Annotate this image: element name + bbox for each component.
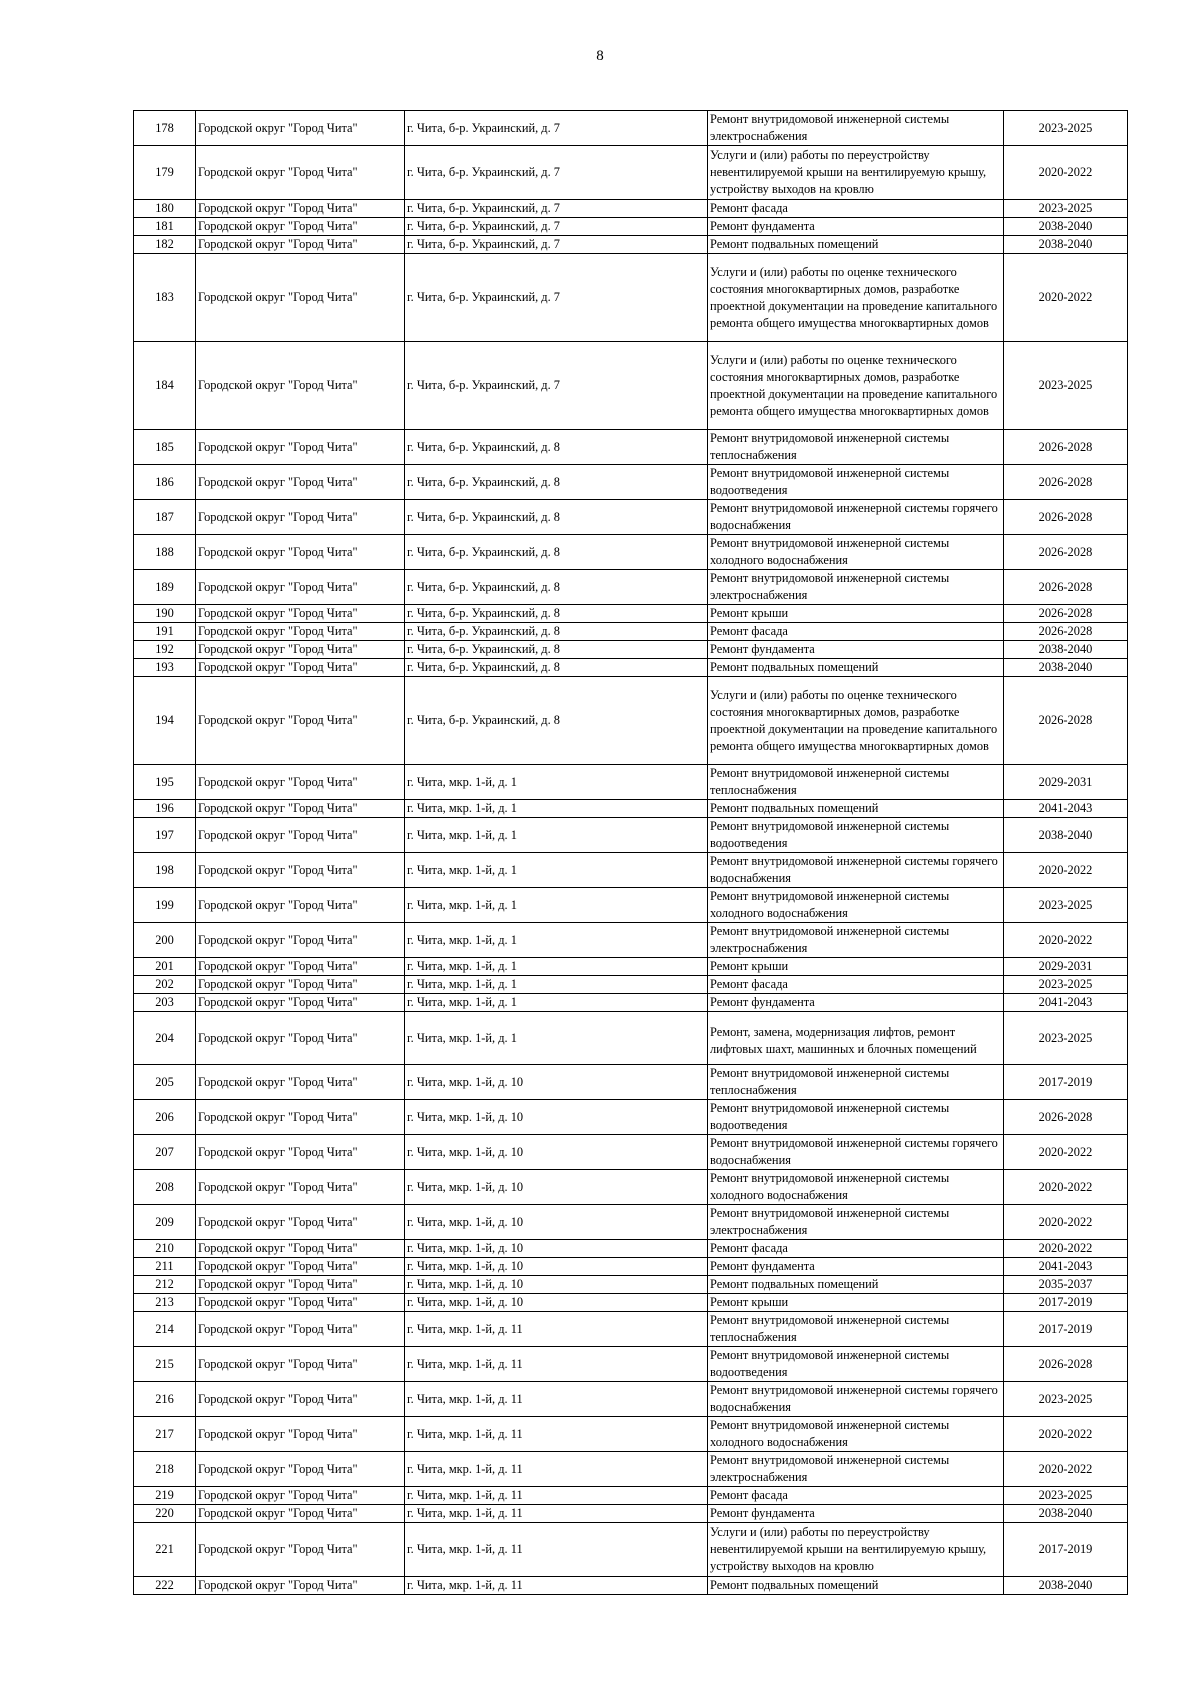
address-cell: г. Чита, мкр. 1-й, д. 10 <box>405 1276 708 1294</box>
municipality-cell: Городской округ "Город Чита" <box>196 1205 405 1240</box>
period-cell: 2029-2031 <box>1004 765 1128 800</box>
work-type-cell: Ремонт внутридомовой инженерной системы водоотведения <box>708 1100 1004 1135</box>
row-number: 198 <box>134 853 196 888</box>
address-cell: г. Чита, б-р. Украинский, д. 7 <box>405 111 708 146</box>
period-cell: 2023-2025 <box>1004 1012 1128 1065</box>
municipality-cell: Городской округ "Город Чита" <box>196 1382 405 1417</box>
period-cell: 2020-2022 <box>1004 146 1128 200</box>
address-cell: г. Чита, мкр. 1-й, д. 10 <box>405 1170 708 1205</box>
address-cell: г. Чита, б-р. Украинский, д. 7 <box>405 342 708 430</box>
row-number: 196 <box>134 800 196 818</box>
row-number: 182 <box>134 236 196 254</box>
row-number: 214 <box>134 1312 196 1347</box>
work-type-cell: Ремонт внутридомовой инженерной системы горячего водоснабжения <box>708 1382 1004 1417</box>
row-number: 212 <box>134 1276 196 1294</box>
address-cell: г. Чита, б-р. Украинский, д. 8 <box>405 465 708 500</box>
period-cell: 2020-2022 <box>1004 1170 1128 1205</box>
period-cell: 2023-2025 <box>1004 976 1128 994</box>
period-cell: 2026-2028 <box>1004 1347 1128 1382</box>
address-cell: г. Чита, б-р. Украинский, д. 8 <box>405 623 708 641</box>
address-cell: г. Чита, б-р. Украинский, д. 7 <box>405 236 708 254</box>
table-row <box>134 800 1128 818</box>
work-type-cell: Ремонт внутридомовой инженерной системы теплоснабжения <box>708 1312 1004 1347</box>
municipality-cell: Городской округ "Город Чита" <box>196 1135 405 1170</box>
address-cell: г. Чита, б-р. Украинский, д. 8 <box>405 570 708 605</box>
row-number: 201 <box>134 958 196 976</box>
period-cell: 2017-2019 <box>1004 1523 1128 1577</box>
municipality-cell: Городской округ "Город Чита" <box>196 500 405 535</box>
period-cell: 2026-2028 <box>1004 623 1128 641</box>
table-row <box>134 200 1128 218</box>
table-row <box>134 465 1128 500</box>
work-type-cell: Услуги и (или) работы по оценке технического состояния многоквартирных домов, разработке проектной документации на проведение капитального ремонта общего имущества многоквартирных домов <box>708 342 1004 430</box>
municipality-cell: Городской округ "Город Чита" <box>196 1417 405 1452</box>
municipality-cell: Городской округ "Город Чита" <box>196 218 405 236</box>
row-number: 221 <box>134 1523 196 1577</box>
address-cell: г. Чита, мкр. 1-й, д. 1 <box>405 888 708 923</box>
municipality-cell: Городской округ "Город Чита" <box>196 1170 405 1205</box>
municipality-cell: Городской округ "Город Чита" <box>196 1487 405 1505</box>
municipality-cell: Городской округ "Город Чита" <box>196 1240 405 1258</box>
table-row <box>134 1100 1128 1135</box>
table-row <box>134 146 1128 200</box>
row-number: 211 <box>134 1258 196 1276</box>
work-type-cell: Ремонт крыши <box>708 1294 1004 1312</box>
work-type-cell: Ремонт внутридомовой инженерной системы горячего водоснабжения <box>708 1135 1004 1170</box>
table-row <box>134 1417 1128 1452</box>
municipality-cell: Городской округ "Город Чита" <box>196 342 405 430</box>
municipality-cell: Городской округ "Город Чита" <box>196 1505 405 1523</box>
row-number: 188 <box>134 535 196 570</box>
row-number: 186 <box>134 465 196 500</box>
table-row <box>134 1487 1128 1505</box>
repair-schedule-table <box>133 110 1128 1595</box>
table-row <box>134 958 1128 976</box>
row-number: 206 <box>134 1100 196 1135</box>
table-row <box>134 1135 1128 1170</box>
row-number: 194 <box>134 677 196 765</box>
address-cell: г. Чита, мкр. 1-й, д. 1 <box>405 818 708 853</box>
table-row <box>134 500 1128 535</box>
row-number: 191 <box>134 623 196 641</box>
work-type-cell: Ремонт фасада <box>708 623 1004 641</box>
row-number: 217 <box>134 1417 196 1452</box>
period-cell: 2020-2022 <box>1004 1417 1128 1452</box>
municipality-cell: Городской округ "Город Чита" <box>196 1523 405 1577</box>
work-type-cell: Ремонт внутридомовой инженерной системы электроснабжения <box>708 923 1004 958</box>
row-number: 202 <box>134 976 196 994</box>
municipality-cell: Городской округ "Город Чита" <box>196 570 405 605</box>
period-cell: 2020-2022 <box>1004 853 1128 888</box>
period-cell: 2026-2028 <box>1004 677 1128 765</box>
municipality-cell: Городской округ "Город Чита" <box>196 818 405 853</box>
address-cell: г. Чита, мкр. 1-й, д. 11 <box>405 1523 708 1577</box>
period-cell: 2038-2040 <box>1004 659 1128 677</box>
address-cell: г. Чита, б-р. Украинский, д. 8 <box>405 535 708 570</box>
period-cell: 2029-2031 <box>1004 958 1128 976</box>
municipality-cell: Городской округ "Город Чита" <box>196 430 405 465</box>
table-row <box>134 994 1128 1012</box>
table-row <box>134 1170 1128 1205</box>
row-number: 205 <box>134 1065 196 1100</box>
row-number: 200 <box>134 923 196 958</box>
work-type-cell: Ремонт внутридомовой инженерной системы электроснабжения <box>708 111 1004 146</box>
work-type-cell: Услуги и (или) работы по переустройству невентилируемой крыши на вентилируемую крышу, устройству выходов на кровлю <box>708 146 1004 200</box>
table-row <box>134 623 1128 641</box>
work-type-cell: Ремонт внутридомовой инженерной системы электроснабжения <box>708 570 1004 605</box>
period-cell: 2020-2022 <box>1004 1135 1128 1170</box>
row-number: 204 <box>134 1012 196 1065</box>
work-type-cell: Ремонт фундамента <box>708 218 1004 236</box>
address-cell: г. Чита, б-р. Украинский, д. 8 <box>405 430 708 465</box>
work-type-cell: Ремонт внутридомовой инженерной системы теплоснабжения <box>708 430 1004 465</box>
address-cell: г. Чита, мкр. 1-й, д. 11 <box>405 1505 708 1523</box>
municipality-cell: Городской округ "Город Чита" <box>196 1276 405 1294</box>
work-type-cell: Ремонт крыши <box>708 958 1004 976</box>
period-cell: 2020-2022 <box>1004 1205 1128 1240</box>
work-type-cell: Ремонт внутридомовой инженерной системы холодного водоснабжения <box>708 888 1004 923</box>
table-row <box>134 1382 1128 1417</box>
address-cell: г. Чита, мкр. 1-й, д. 11 <box>405 1577 708 1595</box>
period-cell: 2023-2025 <box>1004 111 1128 146</box>
row-number: 219 <box>134 1487 196 1505</box>
period-cell: 2017-2019 <box>1004 1294 1128 1312</box>
table-row <box>134 923 1128 958</box>
municipality-cell: Городской округ "Город Чита" <box>196 923 405 958</box>
municipality-cell: Городской округ "Город Чита" <box>196 641 405 659</box>
table-row <box>134 1012 1128 1065</box>
period-cell: 2017-2019 <box>1004 1065 1128 1100</box>
address-cell: г. Чита, мкр. 1-й, д. 10 <box>405 1100 708 1135</box>
municipality-cell: Городской округ "Город Чита" <box>196 146 405 200</box>
table-row <box>134 641 1128 659</box>
table-row <box>134 254 1128 342</box>
period-cell: 2038-2040 <box>1004 236 1128 254</box>
table-row <box>134 570 1128 605</box>
period-cell: 2038-2040 <box>1004 1577 1128 1595</box>
period-cell: 2026-2028 <box>1004 535 1128 570</box>
row-number: 220 <box>134 1505 196 1523</box>
work-type-cell: Ремонт подвальных помещений <box>708 659 1004 677</box>
period-cell: 2026-2028 <box>1004 1100 1128 1135</box>
row-number: 210 <box>134 1240 196 1258</box>
address-cell: г. Чита, мкр. 1-й, д. 10 <box>405 1294 708 1312</box>
address-cell: г. Чита, мкр. 1-й, д. 1 <box>405 976 708 994</box>
address-cell: г. Чита, мкр. 1-й, д. 11 <box>405 1452 708 1487</box>
address-cell: г. Чита, б-р. Украинский, д. 7 <box>405 146 708 200</box>
table-row <box>134 1294 1128 1312</box>
row-number: 208 <box>134 1170 196 1205</box>
row-number: 197 <box>134 818 196 853</box>
row-number: 209 <box>134 1205 196 1240</box>
municipality-cell: Городской округ "Город Чита" <box>196 254 405 342</box>
row-number: 189 <box>134 570 196 605</box>
municipality-cell: Городской округ "Город Чита" <box>196 200 405 218</box>
table-row <box>134 1347 1128 1382</box>
work-type-cell: Ремонт фасада <box>708 976 1004 994</box>
period-cell: 2041-2043 <box>1004 994 1128 1012</box>
address-cell: г. Чита, мкр. 1-й, д. 10 <box>405 1065 708 1100</box>
period-cell: 2023-2025 <box>1004 1382 1128 1417</box>
table-row <box>134 1577 1128 1595</box>
period-cell: 2026-2028 <box>1004 430 1128 465</box>
municipality-cell: Городской округ "Город Чита" <box>196 1065 405 1100</box>
work-type-cell: Ремонт фундамента <box>708 1258 1004 1276</box>
table-row <box>134 818 1128 853</box>
address-cell: г. Чита, мкр. 1-й, д. 1 <box>405 994 708 1012</box>
work-type-cell: Ремонт фундамента <box>708 1505 1004 1523</box>
work-type-cell: Ремонт внутридомовой инженерной системы теплоснабжения <box>708 1065 1004 1100</box>
work-type-cell: Ремонт фасада <box>708 1240 1004 1258</box>
work-type-cell: Услуги и (или) работы по оценке технического состояния многоквартирных домов, разработке проектной документации на проведение капитального ремонта общего имущества многоквартирных домов <box>708 254 1004 342</box>
work-type-cell: Услуги и (или) работы по оценке технического состояния многоквартирных домов, разработке проектной документации на проведение капитального ремонта общего имущества многоквартирных домов <box>708 677 1004 765</box>
municipality-cell: Городской округ "Город Чита" <box>196 659 405 677</box>
table-row <box>134 111 1128 146</box>
period-cell: 2026-2028 <box>1004 500 1128 535</box>
row-number: 195 <box>134 765 196 800</box>
work-type-cell: Услуги и (или) работы по переустройству невентилируемой крыши на вентилируемую крышу, устройству выходов на кровлю <box>708 1523 1004 1577</box>
row-number: 180 <box>134 200 196 218</box>
address-cell: г. Чита, б-р. Украинский, д. 8 <box>405 500 708 535</box>
period-cell: 2020-2022 <box>1004 254 1128 342</box>
municipality-cell: Городской округ "Город Чита" <box>196 765 405 800</box>
municipality-cell: Городской округ "Город Чита" <box>196 623 405 641</box>
address-cell: г. Чита, б-р. Украинский, д. 8 <box>405 659 708 677</box>
row-number: 213 <box>134 1294 196 1312</box>
municipality-cell: Городской округ "Город Чита" <box>196 1100 405 1135</box>
municipality-cell: Городской округ "Город Чита" <box>196 1577 405 1595</box>
row-number: 216 <box>134 1382 196 1417</box>
table-row <box>134 1240 1128 1258</box>
work-type-cell: Ремонт фасада <box>708 1487 1004 1505</box>
work-type-cell: Ремонт фундамента <box>708 994 1004 1012</box>
municipality-cell: Городской округ "Город Чита" <box>196 465 405 500</box>
row-number: 207 <box>134 1135 196 1170</box>
period-cell: 2035-2037 <box>1004 1276 1128 1294</box>
table-row <box>134 430 1128 465</box>
table-row <box>134 853 1128 888</box>
municipality-cell: Городской округ "Город Чита" <box>196 236 405 254</box>
municipality-cell: Городской округ "Город Чита" <box>196 976 405 994</box>
municipality-cell: Городской округ "Город Чита" <box>196 853 405 888</box>
period-cell: 2020-2022 <box>1004 923 1128 958</box>
table-row <box>134 218 1128 236</box>
row-number: 222 <box>134 1577 196 1595</box>
work-type-cell: Ремонт подвальных помещений <box>708 1276 1004 1294</box>
address-cell: г. Чита, мкр. 1-й, д. 10 <box>405 1258 708 1276</box>
address-cell: г. Чита, мкр. 1-й, д. 10 <box>405 1240 708 1258</box>
address-cell: г. Чита, мкр. 1-й, д. 1 <box>405 800 708 818</box>
work-type-cell: Ремонт внутридомовой инженерной системы водоотведения <box>708 1347 1004 1382</box>
table-row <box>134 535 1128 570</box>
page-number: 8 <box>596 48 604 64</box>
period-cell: 2041-2043 <box>1004 1258 1128 1276</box>
table-row <box>134 1505 1128 1523</box>
work-type-cell: Ремонт внутридомовой инженерной системы холодного водоснабжения <box>708 535 1004 570</box>
row-number: 179 <box>134 146 196 200</box>
period-cell: 2023-2025 <box>1004 1487 1128 1505</box>
work-type-cell: Ремонт внутридомовой инженерной системы горячего водоснабжения <box>708 500 1004 535</box>
row-number: 203 <box>134 994 196 1012</box>
address-cell: г. Чита, мкр. 1-й, д. 1 <box>405 923 708 958</box>
period-cell: 2026-2028 <box>1004 605 1128 623</box>
period-cell: 2026-2028 <box>1004 570 1128 605</box>
table-row <box>134 1452 1128 1487</box>
work-type-cell: Ремонт подвальных помещений <box>708 800 1004 818</box>
municipality-cell: Городской округ "Город Чита" <box>196 888 405 923</box>
row-number: 183 <box>134 254 196 342</box>
address-cell: г. Чита, б-р. Украинский, д. 8 <box>405 605 708 623</box>
address-cell: г. Чита, мкр. 1-й, д. 10 <box>405 1205 708 1240</box>
address-cell: г. Чита, мкр. 1-й, д. 11 <box>405 1487 708 1505</box>
table-row <box>134 659 1128 677</box>
table-row <box>134 1523 1128 1577</box>
work-type-cell: Ремонт фундамента <box>708 641 1004 659</box>
period-cell: 2020-2022 <box>1004 1240 1128 1258</box>
period-cell: 2038-2040 <box>1004 641 1128 659</box>
municipality-cell: Городской округ "Город Чита" <box>196 1012 405 1065</box>
address-cell: г. Чита, мкр. 1-й, д. 1 <box>405 1012 708 1065</box>
municipality-cell: Городской округ "Город Чита" <box>196 1452 405 1487</box>
address-cell: г. Чита, б-р. Украинский, д. 7 <box>405 218 708 236</box>
work-type-cell: Ремонт внутридомовой инженерной системы электроснабжения <box>708 1452 1004 1487</box>
address-cell: г. Чита, б-р. Украинский, д. 7 <box>405 200 708 218</box>
work-type-cell: Ремонт внутридомовой инженерной системы электроснабжения <box>708 1205 1004 1240</box>
work-type-cell: Ремонт внутридомовой инженерной системы холодного водоснабжения <box>708 1417 1004 1452</box>
row-number: 192 <box>134 641 196 659</box>
period-cell: 2023-2025 <box>1004 342 1128 430</box>
work-type-cell: Ремонт внутридомовой инженерной системы водоотведения <box>708 465 1004 500</box>
row-number: 184 <box>134 342 196 430</box>
table-row <box>134 765 1128 800</box>
municipality-cell: Городской округ "Город Чита" <box>196 958 405 976</box>
municipality-cell: Городской округ "Город Чита" <box>196 605 405 623</box>
row-number: 199 <box>134 888 196 923</box>
row-number: 187 <box>134 500 196 535</box>
address-cell: г. Чита, мкр. 1-й, д. 11 <box>405 1347 708 1382</box>
table-row <box>134 236 1128 254</box>
work-type-cell: Ремонт внутридомовой инженерной системы холодного водоснабжения <box>708 1170 1004 1205</box>
table-row <box>134 888 1128 923</box>
work-type-cell: Ремонт крыши <box>708 605 1004 623</box>
period-cell: 2038-2040 <box>1004 1505 1128 1523</box>
address-cell: г. Чита, мкр. 1-й, д. 1 <box>405 853 708 888</box>
work-type-cell: Ремонт фасада <box>708 200 1004 218</box>
municipality-cell: Городской округ "Город Чита" <box>196 994 405 1012</box>
municipality-cell: Городской округ "Город Чита" <box>196 1312 405 1347</box>
period-cell: 2038-2040 <box>1004 818 1128 853</box>
period-cell: 2026-2028 <box>1004 465 1128 500</box>
address-cell: г. Чита, мкр. 1-й, д. 11 <box>405 1312 708 1347</box>
period-cell: 2017-2019 <box>1004 1312 1128 1347</box>
municipality-cell: Городской округ "Город Чита" <box>196 677 405 765</box>
address-cell: г. Чита, б-р. Украинский, д. 8 <box>405 677 708 765</box>
table-row <box>134 1258 1128 1276</box>
table-row <box>134 677 1128 765</box>
municipality-cell: Городской округ "Город Чита" <box>196 1347 405 1382</box>
work-type-cell: Ремонт внутридомовой инженерной системы водоотведения <box>708 818 1004 853</box>
table-row <box>134 976 1128 994</box>
table-row <box>134 1312 1128 1347</box>
work-type-cell: Ремонт внутридомовой инженерной системы теплоснабжения <box>708 765 1004 800</box>
work-type-cell: Ремонт подвальных помещений <box>708 1577 1004 1595</box>
row-number: 218 <box>134 1452 196 1487</box>
address-cell: г. Чита, мкр. 1-й, д. 10 <box>405 1135 708 1170</box>
work-type-cell: Ремонт внутридомовой инженерной системы горячего водоснабжения <box>708 853 1004 888</box>
municipality-cell: Городской округ "Город Чита" <box>196 1258 405 1276</box>
table-row <box>134 605 1128 623</box>
address-cell: г. Чита, мкр. 1-й, д. 1 <box>405 765 708 800</box>
municipality-cell: Городской округ "Город Чита" <box>196 800 405 818</box>
table-row <box>134 342 1128 430</box>
address-cell: г. Чита, мкр. 1-й, д. 1 <box>405 958 708 976</box>
row-number: 190 <box>134 605 196 623</box>
period-cell: 2023-2025 <box>1004 200 1128 218</box>
row-number: 185 <box>134 430 196 465</box>
row-number: 193 <box>134 659 196 677</box>
municipality-cell: Городской округ "Город Чита" <box>196 111 405 146</box>
municipality-cell: Городской округ "Город Чита" <box>196 535 405 570</box>
work-type-cell: Ремонт, замена, модернизация лифтов, ремонт лифтовых шахт, машинных и блочных помещений <box>708 1012 1004 1065</box>
row-number: 181 <box>134 218 196 236</box>
work-type-cell: Ремонт подвальных помещений <box>708 236 1004 254</box>
period-cell: 2038-2040 <box>1004 218 1128 236</box>
table-row <box>134 1205 1128 1240</box>
row-number: 178 <box>134 111 196 146</box>
period-cell: 2023-2025 <box>1004 888 1128 923</box>
row-number: 215 <box>134 1347 196 1382</box>
period-cell: 2041-2043 <box>1004 800 1128 818</box>
address-cell: г. Чита, мкр. 1-й, д. 11 <box>405 1417 708 1452</box>
table-row <box>134 1276 1128 1294</box>
period-cell: 2020-2022 <box>1004 1452 1128 1487</box>
address-cell: г. Чита, мкр. 1-й, д. 11 <box>405 1382 708 1417</box>
table-row <box>134 1065 1128 1100</box>
address-cell: г. Чита, б-р. Украинский, д. 8 <box>405 641 708 659</box>
address-cell: г. Чита, б-р. Украинский, д. 7 <box>405 254 708 342</box>
municipality-cell: Городской округ "Город Чита" <box>196 1294 405 1312</box>
